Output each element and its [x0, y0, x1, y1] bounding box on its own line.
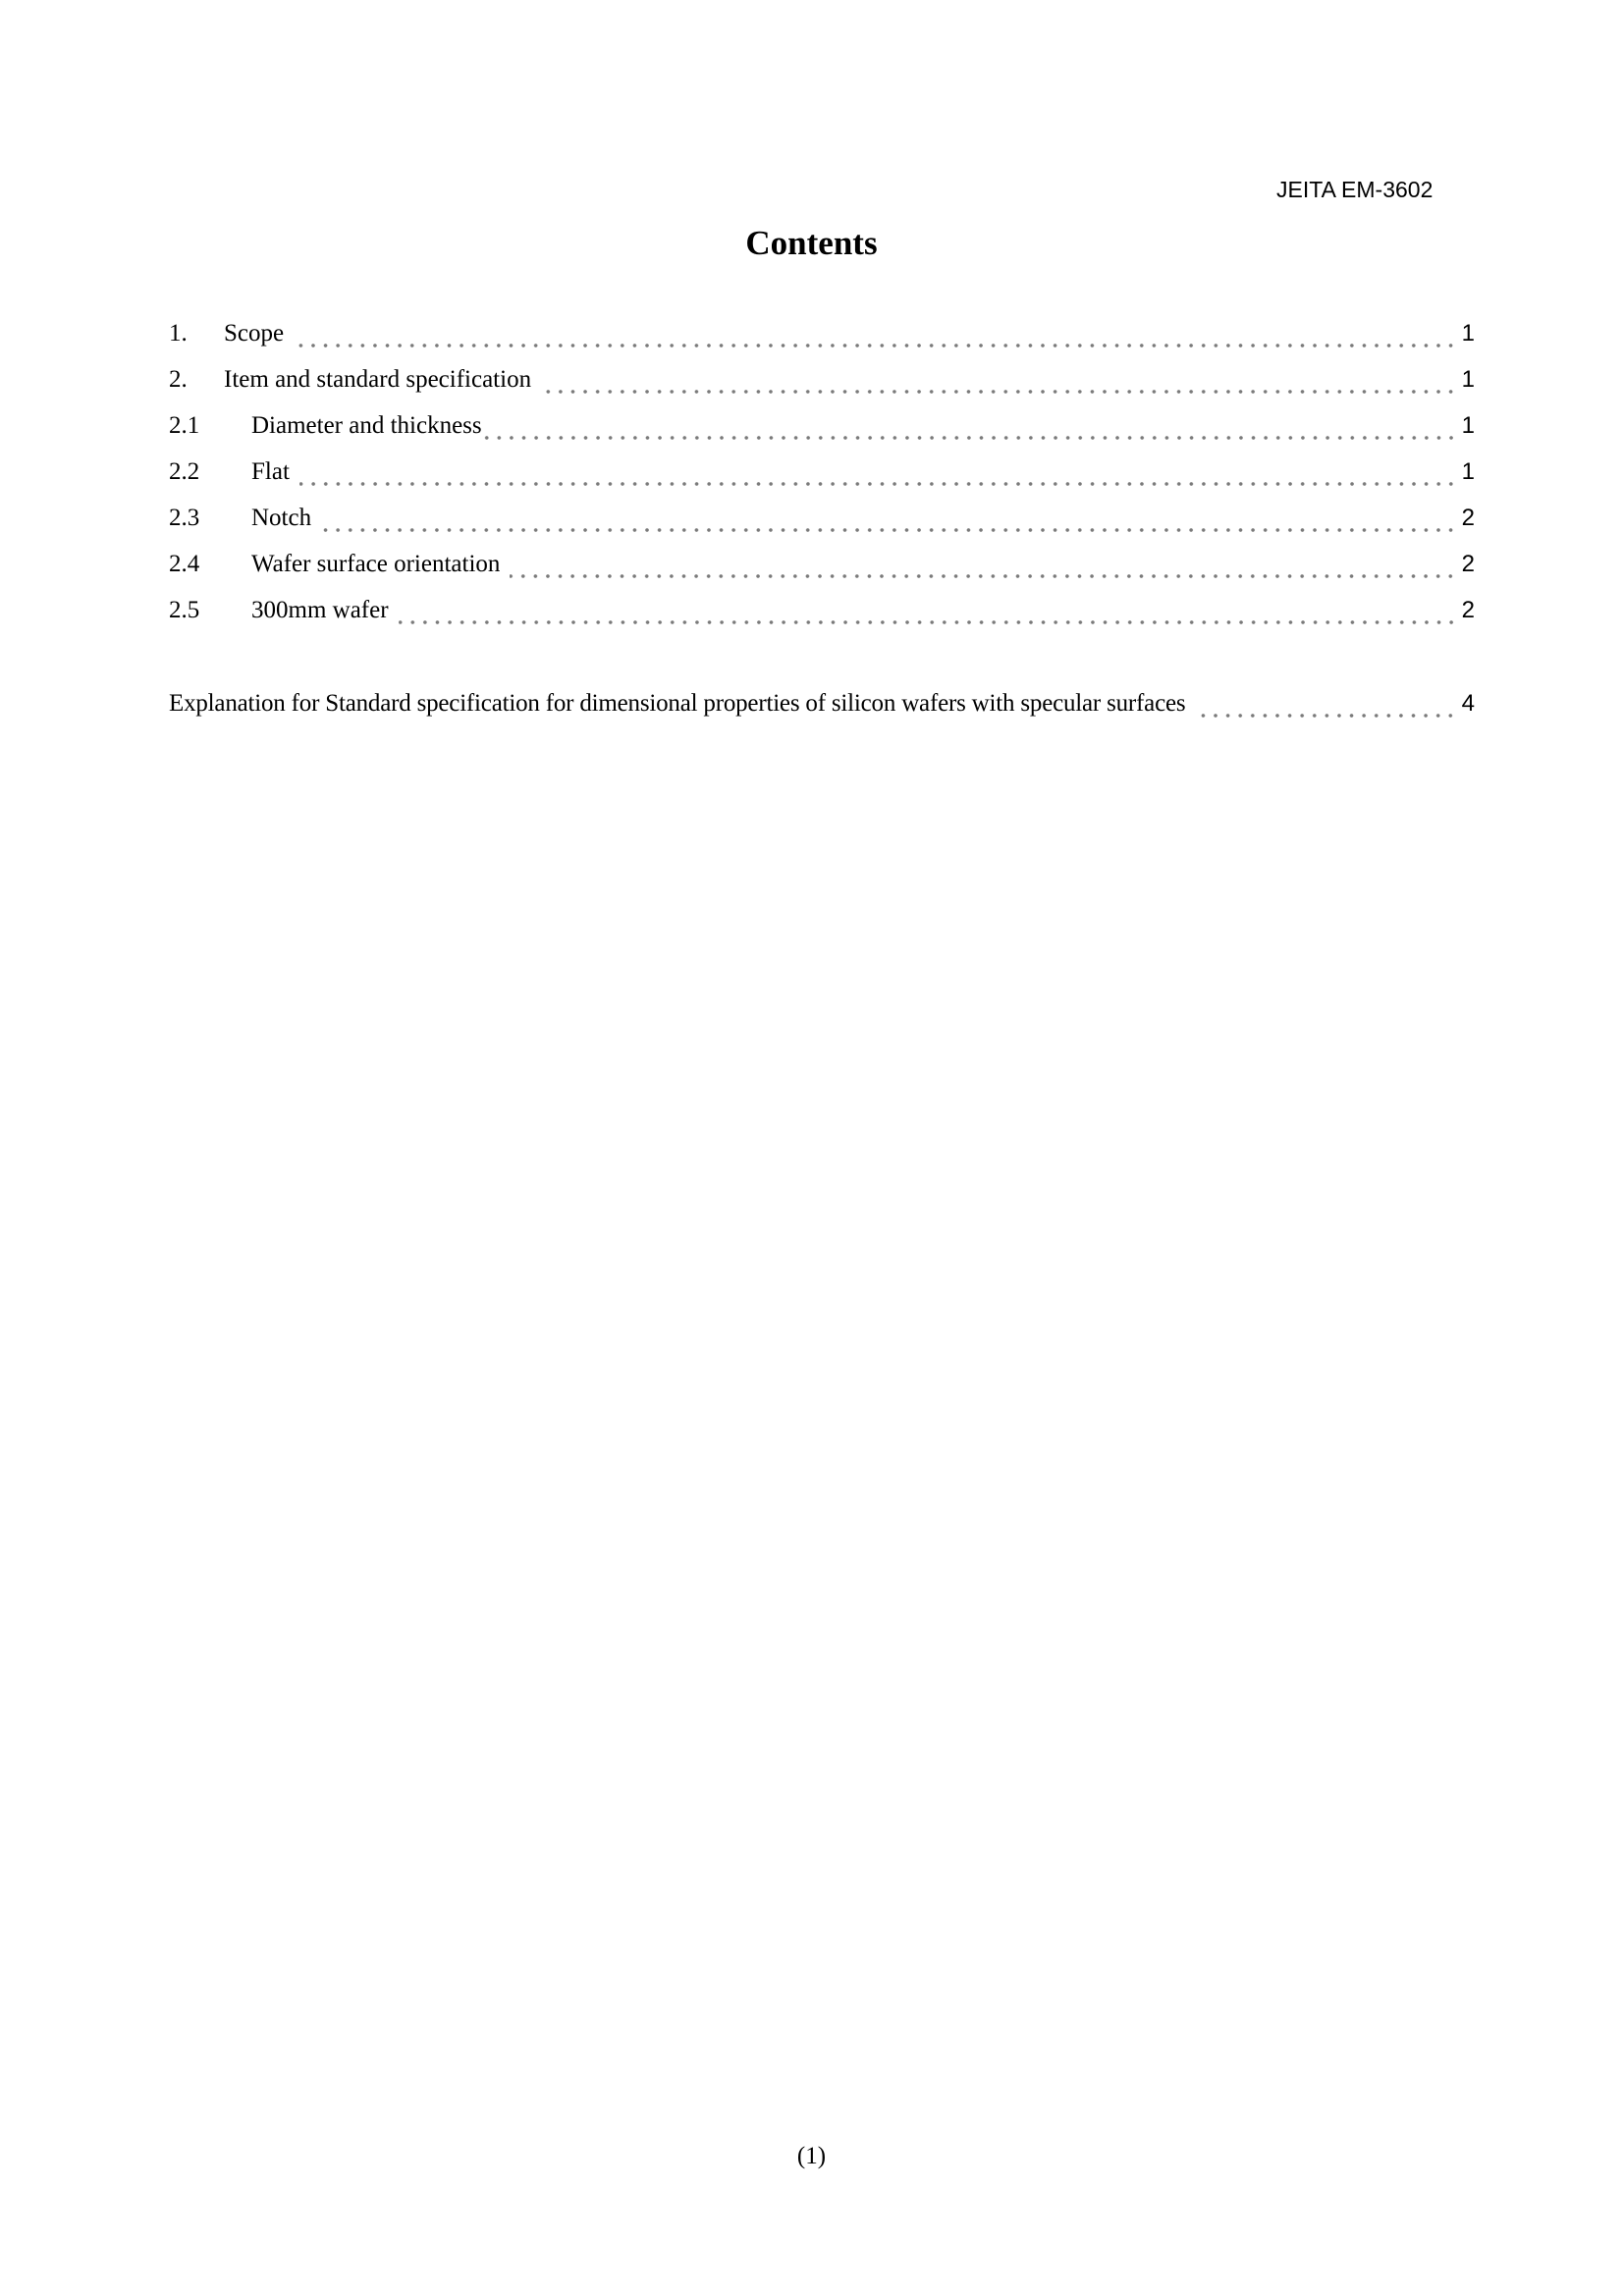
toc-entry-300mm-wafer[interactable] — [169, 597, 1475, 643]
dot-leader — [1201, 713, 1457, 719]
toc-entry-page: 4 — [1461, 690, 1475, 717]
dot-leader — [321, 527, 1457, 533]
toc-entry-wafer-surface-orientation[interactable] — [169, 551, 1475, 597]
toc-entry-number: 2.1 — [169, 412, 200, 439]
dot-leader — [541, 389, 1457, 395]
toc-entry-page: 1 — [1461, 366, 1475, 393]
toc-entry-explanation[interactable] — [169, 690, 1475, 736]
dot-leader — [299, 481, 1457, 487]
table-of-contents — [169, 320, 1475, 736]
toc-entry-number: 2.2 — [169, 458, 200, 485]
toc-entry-page: 1 — [1461, 320, 1475, 347]
dot-leader — [510, 573, 1457, 579]
toc-entry-page: 1 — [1461, 458, 1475, 485]
dot-leader — [399, 619, 1457, 625]
toc-entry-number: 2.5 — [169, 597, 200, 623]
toc-entry-title: Scope — [224, 320, 285, 347]
toc-entry-page: 2 — [1461, 551, 1475, 577]
toc-entry-number: 2. — [169, 366, 188, 393]
page-title: Contents — [745, 224, 878, 262]
toc-entry-title: Wafer surface orientation — [251, 551, 501, 577]
toc-entry-notch[interactable] — [169, 505, 1475, 551]
toc-entry-page: 2 — [1461, 597, 1475, 623]
toc-entry-title: Explanation for Standard specification for dimensional properties of silicon wafers with specular surfaces — [169, 690, 1186, 717]
dot-leader — [294, 343, 1457, 348]
toc-entry-number: 2.4 — [169, 551, 200, 577]
page-number: (1) — [796, 2143, 827, 2169]
toc-entry-title: Diameter and thickness — [251, 412, 482, 439]
dot-leader — [484, 435, 1457, 441]
toc-entry-title: Item and standard specification — [224, 366, 532, 393]
toc-entry-title: Notch — [251, 505, 312, 531]
toc-entry-scope[interactable] — [169, 320, 1475, 366]
toc-entry-diameter-and-thickness[interactable] — [169, 412, 1475, 458]
toc-entry-title: Flat — [251, 458, 290, 485]
toc-entry-number: 1. — [169, 320, 188, 347]
toc-entry-number: 2.3 — [169, 505, 200, 531]
toc-entry-page: 2 — [1461, 505, 1475, 531]
toc-entry-page: 1 — [1461, 412, 1475, 439]
toc-entry-flat[interactable] — [169, 458, 1475, 505]
toc-entry-item-and-standard-specification[interactable] — [169, 366, 1475, 412]
document-id: JEITA EM-3602 — [1276, 177, 1434, 202]
toc-entry-title: 300mm wafer — [251, 597, 389, 623]
